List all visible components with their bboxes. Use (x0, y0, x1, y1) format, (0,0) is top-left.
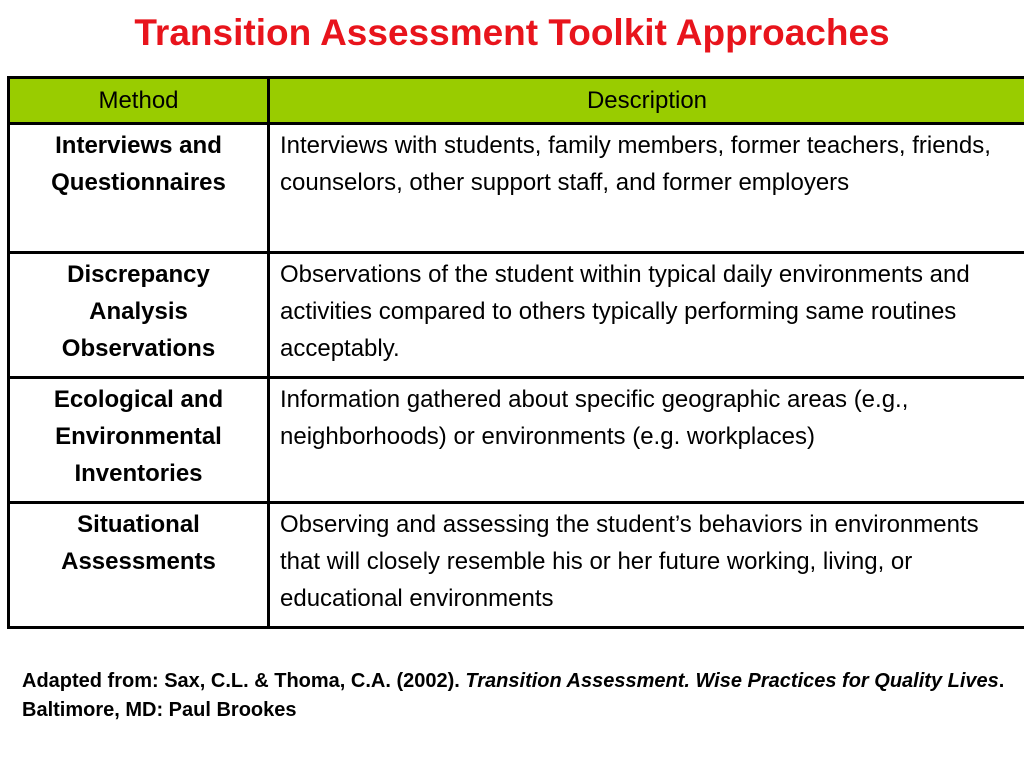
description-cell: Observing and assessing the student’s behaviors in environments that will closely resemble his or her future working, living, or educational environments (269, 503, 1024, 628)
description-cell: Observations of the student within typical daily environments and activities compared to others typically performing same routines acceptably. (269, 253, 1024, 378)
description-column-header: Description (269, 78, 1024, 124)
method-cell (9, 503, 269, 628)
table-row (9, 124, 1024, 253)
table-row (9, 253, 1024, 378)
method-line: Questionnaires (51, 169, 226, 196)
approaches-table (7, 76, 1024, 629)
method-line: Environmental (55, 423, 222, 450)
table-row (9, 503, 1024, 628)
method-cell (9, 124, 269, 253)
description-cell: Interviews with students, family members, former teachers, friends, counselors, other support staff, and former employers (269, 124, 1024, 253)
slide-title: Transition Assessment Toolkit Approaches (134, 12, 890, 53)
method-line: Ecological and (53, 386, 224, 413)
citation-suffix: . Baltimore, MD: Paul Brookes (22, 670, 1005, 721)
method-line: Situational (77, 511, 200, 538)
method-line: Discrepancy (67, 261, 210, 288)
citation-title: Transition Assessment. Wise Practices for Quality Lives (465, 670, 999, 692)
method-line: Analysis (89, 298, 188, 325)
method-line: Assessments (61, 548, 216, 575)
description-cell: Information gathered about specific geographic areas (e.g., neighborhoods) or environments (e.g. workplaces) (269, 378, 1024, 503)
method-column-header: Method (9, 78, 269, 124)
table-header-row (9, 78, 1024, 124)
method-cell (9, 378, 269, 503)
method-line: Observations (61, 335, 216, 362)
method-line: Inventories (74, 460, 203, 487)
citation (22, 667, 1012, 725)
citation-prefix: Adapted from: Sax, C.L. & Thoma, C.A. (2002). (22, 670, 466, 692)
method-line: Interviews and (55, 132, 222, 159)
table-row (9, 378, 1024, 503)
method-cell (9, 253, 269, 378)
